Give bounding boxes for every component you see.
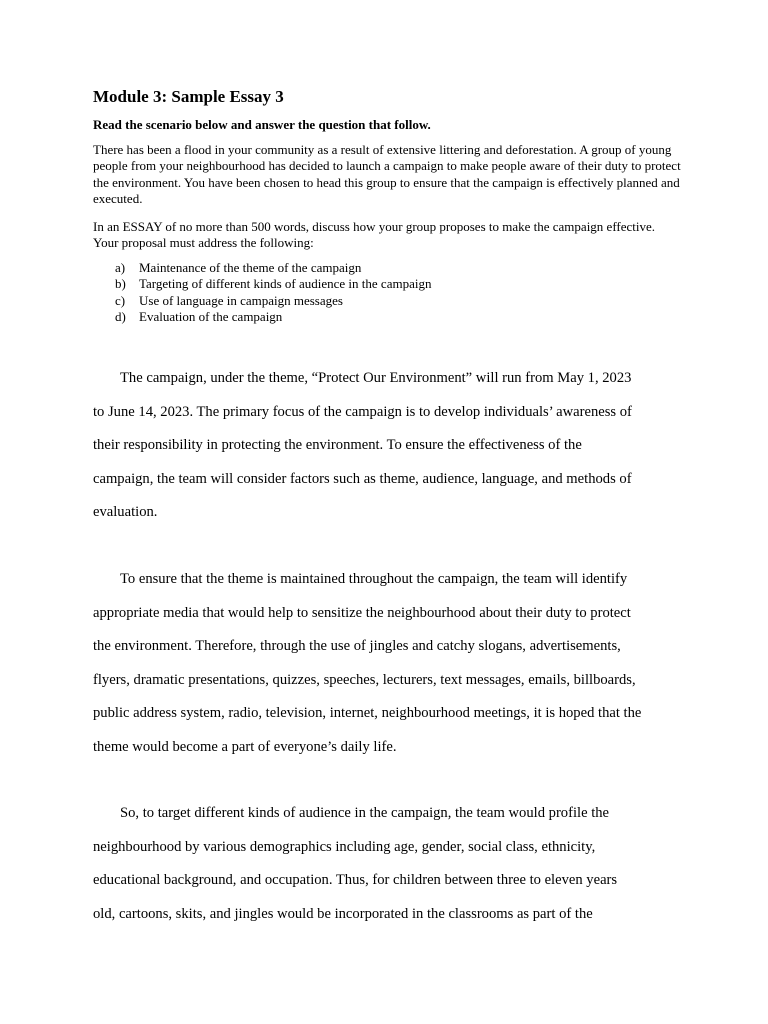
essay-line: campaign, the team will consider factors such as theme, audience, language, and methods of <box>93 470 632 487</box>
essay-line: to June 14, 2023. The primary focus of the campaign is to develop individuals’ awareness of <box>93 403 632 420</box>
list-marker: b) <box>115 276 126 292</box>
essay-line: the environment. Therefore, through the use of jingles and catchy slogans, advertisements, <box>93 638 621 654</box>
essay-line: appropriate media that would help to sensitize the neighbourhood about their duty to protect <box>93 604 631 621</box>
essay-line: educational background, and occupation. Thus, for children between three to eleven years <box>93 872 618 888</box>
list-item <box>115 309 431 325</box>
essay-paragraph-audience <box>93 797 683 931</box>
essay-line: theme would become a part of everyone’s daily life. <box>93 738 397 755</box>
list-item-text: Use of language in campaign messages <box>139 292 343 308</box>
list-item-text: Maintenance of the theme of the campaign <box>139 260 362 275</box>
essay-line: flyers, dramatic presentations, quizzes, speeches, lecturers, text messages, emails, billboards, <box>93 671 636 688</box>
essay-line: So, to target different kinds of audience in the campaign, the team would profile the <box>120 805 610 821</box>
instruction-heading: Read the scenario below and answer the question that follow. <box>93 117 431 132</box>
list-item <box>115 293 431 309</box>
essay-line: The campaign, under the theme, “Protect Our Environment” will run from May 1, 2023 <box>120 370 632 386</box>
essay-line: evaluation. <box>93 504 158 520</box>
essay-paragraph-theme <box>93 563 683 764</box>
list-item-text: Targeting of different kinds of audience in the campaign <box>139 276 432 292</box>
list-item <box>115 276 431 292</box>
list-marker: a) <box>115 260 126 275</box>
essay-line: To ensure that the theme is maintained throughout the campaign, the team will identify <box>120 571 628 587</box>
list-item <box>115 260 431 276</box>
essay-line: their responsibility in protecting the environment. To ensure the effectiveness of the <box>93 437 582 453</box>
list-item-text: Evaluation of the campaign <box>139 308 283 324</box>
task-paragraph: In an ESSAY of no more than 500 words, discuss how your group proposes to make the campaign effective. Your proposal must address the following: <box>93 219 656 251</box>
scenario-paragraph: There has been a flood in your community as a result of extensive littering and deforestation. A group of young people from your neighbourhood has decided to launch a campaign to make people aware of their duty to protect the environment. You have been chosen to head this group to ensure that the campaign is effectively planned and executed. <box>93 142 681 206</box>
list-marker: c) <box>115 292 126 308</box>
essay-line: public address system, radio, television, internet, neighbourhood meetings, it is hoped that the <box>93 705 642 721</box>
essay-paragraph-introduction <box>93 362 683 530</box>
essay-line: old, cartoons, skits, and jingles would be incorporated in the classrooms as part of the <box>93 905 593 922</box>
list-marker: d) <box>115 308 126 324</box>
requirements-list <box>115 260 431 325</box>
page-title: Module 3: Sample Essay 3 <box>93 87 284 106</box>
essay-line: neighbourhood by various demographics including age, gender, social class, ethnicity, <box>93 838 596 855</box>
